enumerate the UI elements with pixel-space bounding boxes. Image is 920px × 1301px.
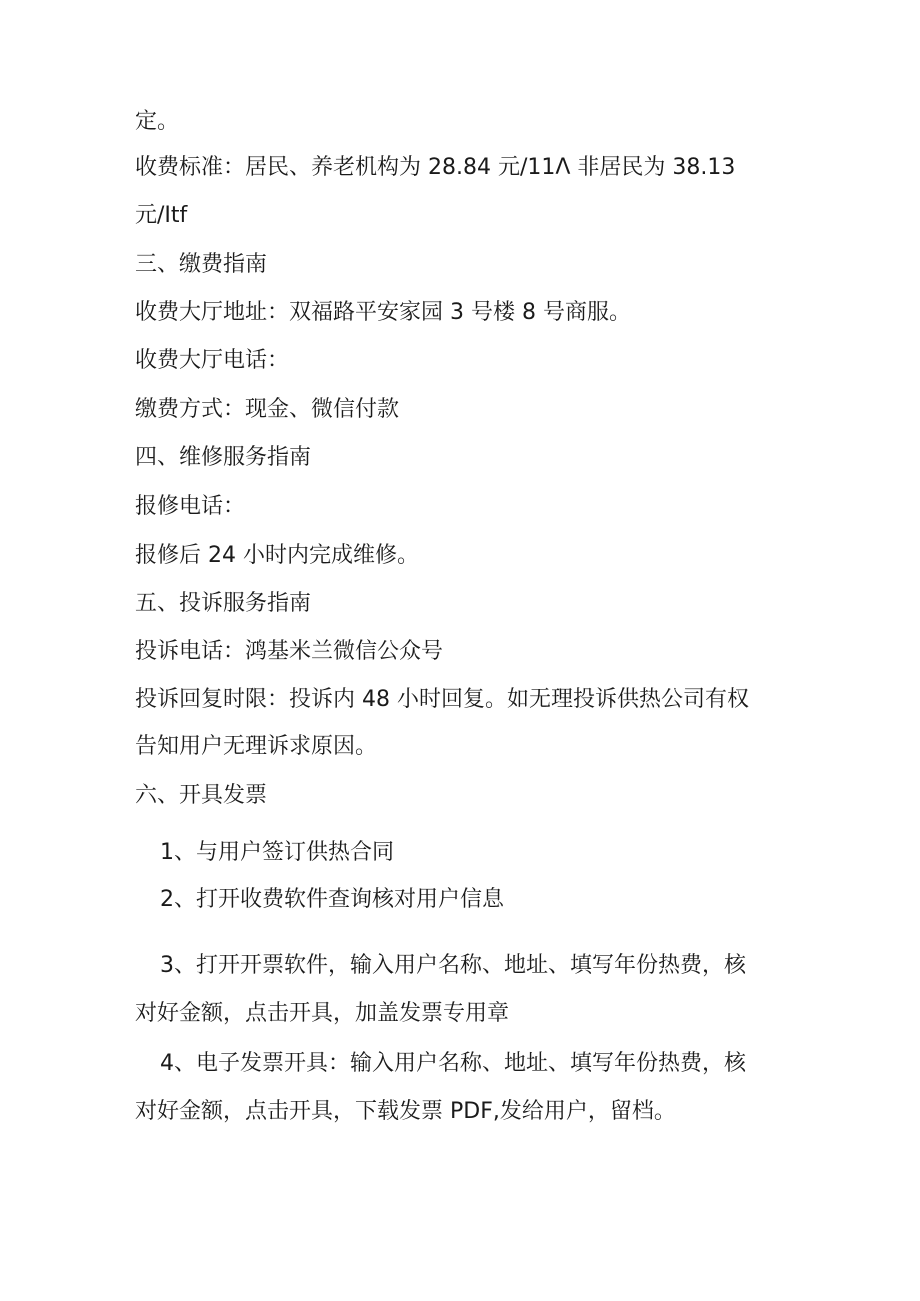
section-heading-repair-guide: 四、维修服务指南 xyxy=(135,445,312,470)
invoice-step-3: 3、打开开票软件，输入用户名称、地址、填写年份热费，核 xyxy=(160,953,746,978)
fee-standard-unit-line: 元/Itf xyxy=(135,203,188,228)
complaint-reply-continued-line: 告知用户无理诉求原因。 xyxy=(135,734,378,759)
invoice-step-3-continued: 对好金额，点击开具，加盖发票专用章 xyxy=(135,1001,510,1026)
repair-time-line: 报修后 24 小时内完成维修。 xyxy=(135,543,419,568)
hall-address-line: 收费大厅地址：双福路平安家园 3 号楼 8 号商服。 xyxy=(135,300,631,325)
section-heading-payment-guide: 三、缴费指南 xyxy=(135,252,268,277)
section-heading-invoice: 六、开具发票 xyxy=(135,783,268,808)
invoice-step-1: 1、与用户签订供热合同 xyxy=(160,840,394,865)
invoice-step-4-continued: 对好金额，点击开具，下载发票 PDF,发给用户，留档。 xyxy=(135,1099,676,1124)
invoice-step-4: 4、电子发票开具：输入用户名称、地址、填写年份热费，核 xyxy=(160,1051,746,1076)
text-line: 定。 xyxy=(135,109,180,134)
complaint-reply-line: 投诉回复时限：投诉内 48 小时回复。如无理投诉供热公司有权 xyxy=(135,687,749,712)
fee-standard-line: 收费标准：居民、养老机构为 28.84 元/11Λ 非居民为 38.13 xyxy=(135,155,736,180)
payment-method-line: 缴费方式：现金、微信付款 xyxy=(135,397,400,422)
invoice-step-2: 2、打开收费软件查询核对用户信息 xyxy=(160,887,504,912)
repair-phone-line: 报修电话： xyxy=(135,494,246,519)
hall-phone-line: 收费大厅电话： xyxy=(135,348,290,373)
section-heading-complaint-guide: 五、投诉服务指南 xyxy=(135,591,312,616)
complaint-phone-line: 投诉电话：鸿基米兰微信公众号 xyxy=(135,639,444,664)
